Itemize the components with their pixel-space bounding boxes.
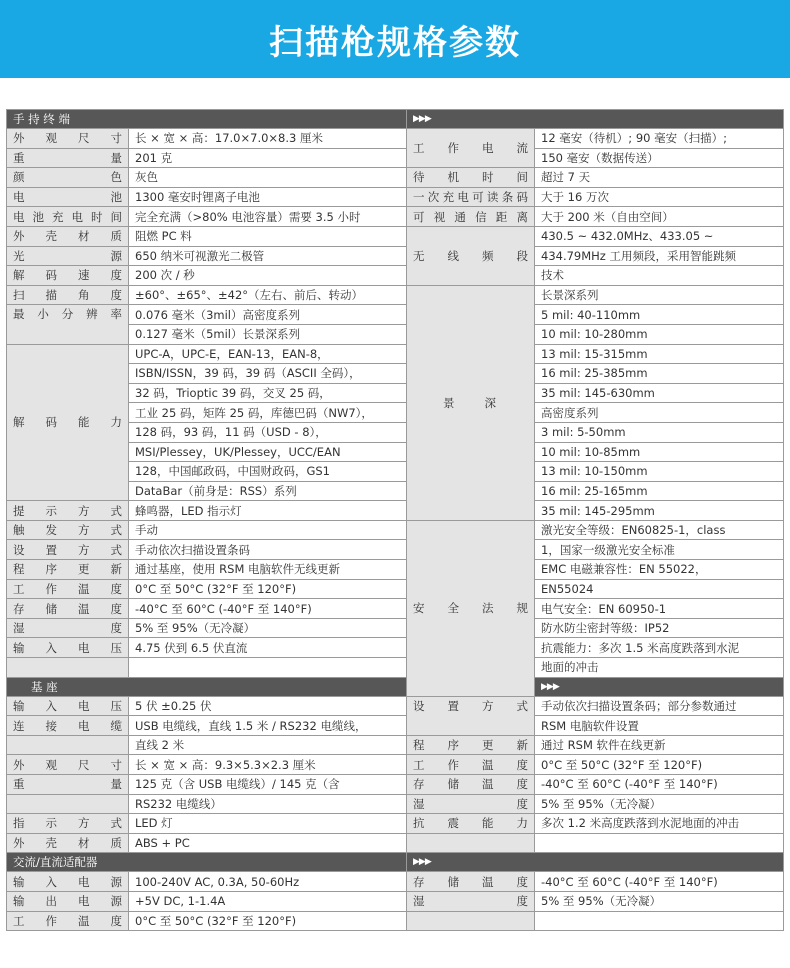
row-value: 3 mil: 5-50mm [535,422,784,442]
row-label [7,794,129,814]
row-value: 激光安全等级：EN60825-1，class [535,520,784,540]
row-label: 存储温度 [7,599,129,619]
row-value: LED 灯 [129,814,407,834]
row-value: 手动依次扫描设置条码 [129,540,407,560]
blank-cell [407,911,535,931]
spec-table [6,109,784,931]
row-value: 工业 25 码，矩阵 25 码，库德巴码（NW7）， [129,403,407,423]
row-value: 通过基座，使用 RSM 电脑软件无线更新 [129,560,407,580]
row-label: 指示方式 [7,814,129,834]
row-value: 大于 200 米（自由空间） [535,207,784,227]
table-row [7,285,784,305]
row-label: 工作温度 [407,755,535,775]
row-value: 5% 至 95%（无冷凝） [129,618,407,638]
row-label: 输入电压 [7,638,129,658]
row-label: 工作温度 [7,911,129,931]
section-title: 交流/直流适配器 [7,853,407,872]
row-label: 存储温度 [407,775,535,795]
arrow-icon: ▶▶▶ [535,677,784,696]
row-value: 150 毫安（数据传送） [535,148,784,168]
row-value: 超过 7 天 [535,168,784,188]
row-value: 35 mil: 145-295mm [535,501,784,521]
row-label: 外观尺寸 [7,129,129,149]
row-value: 手动 [129,520,407,540]
row-value: 蜂鸣器，LED 指示灯 [129,501,407,521]
table-row [7,658,784,678]
arrow-icon: ▶▶▶ [407,110,784,129]
row-label: 解码能力 [7,344,129,501]
row-value: +5V DC, 1-1.4A [129,891,407,911]
row-value: 高密度系列 [535,403,784,423]
row-value: 0°C 至 50°C (32°F 至 120°F) [129,579,407,599]
row-value: 35 mil: 145-630mm [535,383,784,403]
row-value: 200 次 / 秒 [129,266,407,286]
table-row [7,755,784,775]
row-label: 外观尺寸 [7,755,129,775]
row-value: 10 mil: 10-280mm [535,324,784,344]
table-row [7,226,784,246]
table-row [7,911,784,931]
row-value: 长 × 宽 × 高：9.3×5.3×2.3 厘米 [129,755,407,775]
section-title: 手 持 终 端 [7,110,407,129]
row-label: 重量 [7,775,129,795]
table-row [7,814,784,834]
row-value: 大于 16 万次 [535,187,784,207]
row-value: 0°C 至 50°C (32°F 至 120°F) [535,755,784,775]
row-label: 湿度 [7,618,129,638]
table-row [7,775,784,795]
section-header-base [7,677,784,696]
row-label: 光源 [7,246,129,266]
row-value: 直线 2 米 [129,735,407,755]
row-value: 多次 1.2 米高度跌落到水泥地面的冲击 [535,814,784,834]
row-value: 434.79MHz 工用频段，采用智能跳频 [535,246,784,266]
blank-cell [407,833,535,853]
row-label: 可视通信距离 [407,207,535,227]
row-label: 最小分辨率 [7,305,129,344]
row-value: UPC-A，UPC-E，EAN-13，EAN-8， [129,344,407,364]
row-label: 程序更新 [407,735,535,755]
row-label: 设置方式 [407,696,535,735]
row-label: 电池充电时间 [7,207,129,227]
row-value: 0.076 毫米（3mil）高密度系列 [129,305,407,325]
table-row [7,872,784,892]
row-label: 外壳材质 [7,226,129,246]
row-value: 通过 RSM 软件在线更新 [535,735,784,755]
row-value: 长景深系列 [535,285,784,305]
row-value: 13 mil: 10-150mm [535,462,784,482]
row-label: 触发方式 [7,520,129,540]
row-label: 湿度 [407,891,535,911]
row-label [7,735,129,755]
table-row [7,187,784,207]
row-label: 工作温度 [7,579,129,599]
table-row [7,305,784,325]
row-value: 125 克（含 USB 电缆线）/ 145 克（含 [129,775,407,795]
row-label: 提示方式 [7,501,129,521]
table-row [7,540,784,560]
table-row [7,168,784,188]
table-row [7,520,784,540]
title-banner [0,0,790,78]
row-value: 0°C 至 50°C (32°F 至 120°F) [129,911,407,931]
table-row [7,891,784,911]
row-value: 防水防尘密封等级：IP52 [535,618,784,638]
row-value: 16 mil: 25-385mm [535,364,784,384]
table-row [7,735,784,755]
row-value: 13 mil: 15-315mm [535,344,784,364]
row-value: USB 电缆线，直线 1.5 米 / RS232 电缆线， [129,716,407,736]
row-value: 12 毫安（待机）; 90 毫安（扫描）; [535,129,784,149]
table-row [7,579,784,599]
row-value: ±60°、±65°、±42°（左右、前后、转动） [129,285,407,305]
row-value: 灰色 [129,168,407,188]
row-label: 连接电缆 [7,716,129,736]
table-row [7,794,784,814]
row-value: DataBar（前身是：RSS）系列 [129,481,407,501]
table-row [7,207,784,227]
row-value: 5 伏 ±0.25 伏 [129,696,407,716]
row-value: 10 mil: 10-85mm [535,442,784,462]
row-value: -40°C 至 60°C (-40°F 至 140°F) [129,599,407,619]
table-row [7,266,784,286]
row-value: 430.5 ~ 432.0MHz、433.05 ~ [535,226,784,246]
page-title: 扫描枪规格参数 [269,22,521,63]
table-row [7,716,784,736]
row-value: 手动依次扫描设置条码；部分参数通过 [535,696,784,716]
table-row [7,501,784,521]
row-value: 技术 [535,266,784,286]
row-value: 完全充满（>80% 电池容量）需要 3.5 小时 [129,207,407,227]
row-value: 电气安全：EN 60950-1 [535,599,784,619]
table-row [7,344,784,364]
blank-cell [535,911,784,931]
row-label: 抗震能力 [407,814,535,834]
row-label: 程序更新 [7,560,129,580]
table-row [7,148,784,168]
section-header-handheld [7,110,784,129]
table-row [7,560,784,580]
row-label: 外壳材质 [7,833,129,853]
row-label: 景深 [407,285,535,520]
row-value: 5 mil: 40-110mm [535,305,784,325]
arrow-icon: ▶▶▶ [407,853,784,872]
row-label: 无线频段 [407,226,535,285]
section-header-adapter [7,853,784,872]
row-value: 长 × 宽 × 高：17.0×7.0×8.3 厘米 [129,129,407,149]
table-row [7,833,784,853]
row-label: 颜色 [7,168,129,188]
row-value: 4.75 伏到 6.5 伏直流 [129,638,407,658]
row-value: 地面的冲击 [535,658,784,678]
row-value: ISBN/ISSN，39 码，39 码（ASCII 全码）， [129,364,407,384]
row-label: 输入电压 [7,696,129,716]
row-label: 存储温度 [407,872,535,892]
row-value: EMC 电磁兼容性：EN 55022， [535,560,784,580]
table-row [7,618,784,638]
row-value: EN55024 [535,579,784,599]
blank-cell [7,658,129,678]
row-value: 128，中国邮政码，中国财政码，GS1 [129,462,407,482]
row-value: 201 克 [129,148,407,168]
section-title: 基 座 [7,677,407,696]
row-value: RSM 电脑软件设置 [535,716,784,736]
table-row [7,638,784,658]
row-label: 安全法规 [407,520,535,696]
row-label: 待机时间 [407,168,535,188]
row-value: 1300 毫安时锂离子电池 [129,187,407,207]
row-value: MSI/Plessey，UK/Plessey，UCC/EAN [129,442,407,462]
row-value: 100-240V AC, 0.3A, 50-60Hz [129,872,407,892]
table-row [7,696,784,716]
row-value: 16 mil: 25-165mm [535,481,784,501]
row-label: 输入电源 [7,872,129,892]
table-row [7,246,784,266]
row-label: 设置方式 [7,540,129,560]
row-value: -40°C 至 60°C (-40°F 至 140°F) [535,872,784,892]
row-value: 0.127 毫米（5mil）长景深系列 [129,324,407,344]
row-label: 一次充电可读条码 [407,187,535,207]
row-value: 抗震能力：多次 1.5 米高度跌落到水泥 [535,638,784,658]
row-label: 电池 [7,187,129,207]
row-label: 重量 [7,148,129,168]
row-label: 工作电流 [407,129,535,168]
row-label: 扫描角度 [7,285,129,305]
row-label: 输出电源 [7,891,129,911]
row-value: 5% 至 95%（无冷凝） [535,891,784,911]
row-value: 5% 至 95%（无冷凝） [535,794,784,814]
row-value: 32 码，Trioptic 39 码，交叉 25 码， [129,383,407,403]
row-value: ABS + PC [129,833,407,853]
row-label: 湿度 [407,794,535,814]
blank-cell [129,658,407,678]
row-value: 128 码，93 码，11 码（USD - 8）， [129,422,407,442]
table-row [7,129,784,149]
row-value: 650 纳米可视激光二极管 [129,246,407,266]
row-value: 1，国家一级激光安全标准 [535,540,784,560]
row-label: 解码速度 [7,266,129,286]
row-value: 阻燃 PC 料 [129,226,407,246]
row-value: -40°C 至 60°C (-40°F 至 140°F) [535,775,784,795]
blank-cell [535,833,784,853]
table-row [7,599,784,619]
row-value: RS232 电缆线） [129,794,407,814]
